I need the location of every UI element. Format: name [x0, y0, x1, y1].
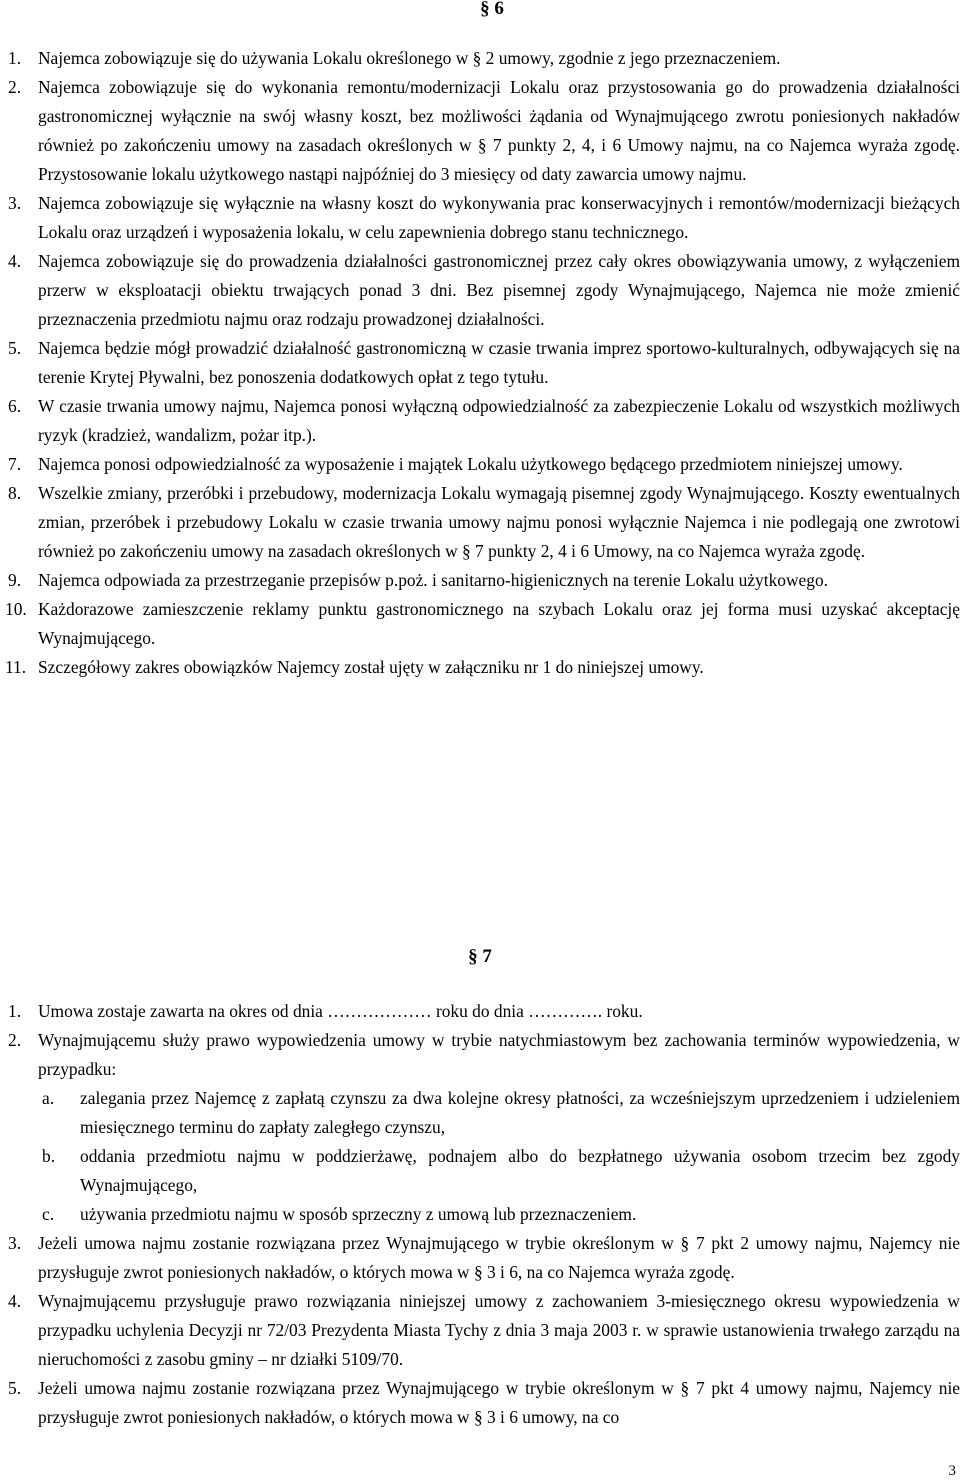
- item-text: Najemca zobowiązuje się do prowadzenia działalności gastronomicznej przez cały okres obowiązywania umowy, z wyłączeniem przerw w eksploatacji obiektu trwających ponad 3 dni. Bez pisemnej zgody Wynajmującego, Najemca nie może zmienić przeznaczenia przedmiotu najmu oraz rodzaju prowadzonej działalności.: [38, 251, 960, 329]
- list-item: [8, 73, 960, 189]
- item-number: 10.: [5, 599, 27, 619]
- sub-list-item: [42, 1200, 960, 1229]
- list-item: [8, 247, 960, 334]
- item-text: Najemca będzie mógł prowadzić działalność gastronomiczną w czasie trwania imprez sportowo-kulturalnych, odbywających się na terenie Krytej Pływalni, bez ponoszenia dodatkowych opłat z tego tytułu.: [38, 338, 960, 387]
- list-item: [8, 997, 960, 1026]
- item-number: 6.: [8, 396, 22, 416]
- sub-item-letter: a.: [42, 1088, 55, 1108]
- item-text: Jeżeli umowa najmu zostanie rozwiązana przez Wynajmującego w trybie określonym w § 7 pkt 4 umowy najmu, Najemcy nie przysługuje zwrot poniesionych nakładów, o których mowa w § 3 i 6 umowy, na co: [38, 1378, 960, 1427]
- item-number: 5.: [8, 338, 22, 358]
- item-text: Najemca zobowiązuje się do używania Lokalu określonego w § 2 umowy, zgodnie z jego przeznaczeniem.: [38, 48, 781, 68]
- item-text: Najemca zobowiązuje się do wykonania remontu/modernizacji Lokalu oraz przystosowania go do prowadzenia działalności gastronomicznej wyłącznie na swój własny koszt, bez możliwości żądania od Wynajmującego zwrotu poniesionych nakładów również po zakończeniu umowy na zasadach określonych w § 7 punkty 2, 4, i 6 Umowy najmu, na co Najemca wyraża zgodę. Przystosowanie lokalu użytkowego nastąpi najpóźniej do 3 miesięcy od daty zawarcia umowy najmu.: [38, 77, 960, 184]
- item-number: 2.: [8, 1030, 22, 1050]
- sub-item-text: zalegania przez Najemcę z zapłatą czynszu za dwa kolejne okresy płatności, za wcześniejszym uprzedzeniem i udzieleniem miesięcznego terminu do zapłaty zaległego czynszu,: [80, 1088, 960, 1137]
- list-item: [8, 1374, 960, 1432]
- item-text: Najemca ponosi odpowiedzialność za wyposażenie i majątek Lokalu użytkowego będącego przedmiotem niniejszej umowy.: [38, 454, 903, 474]
- sub-list-item: [42, 1142, 960, 1200]
- item-number: 7.: [8, 454, 22, 474]
- item-text: Wynajmującemu służy prawo wypowiedzenia umowy w trybie natychmiastowym bez zachowania terminów wypowiedzenia, w przypadku:: [38, 1030, 960, 1079]
- item-text: Każdorazowe zamieszczenie reklamy punktu gastronomicznego na szybach Lokalu oraz jej forma musi uzyskać akceptację Wynajmującego.: [38, 599, 960, 648]
- section-7-list: [8, 997, 960, 1432]
- item-number: 9.: [8, 570, 22, 590]
- list-item: [8, 1287, 960, 1374]
- item-text: Najemca odpowiada za przestrzeganie przepisów p.poż. i sanitarno-higienicznych na terenie Lokalu użytkowego.: [38, 570, 828, 590]
- list-item: [8, 334, 960, 392]
- item-number: 11.: [5, 657, 27, 677]
- item-text: W czasie trwania umowy najmu, Najemca ponosi wyłączną odpowiedzialność za zabezpieczenie Lokalu od wszystkich możliwych ryzyk (kradzież, wandalizm, pożar itp.).: [38, 396, 960, 445]
- item-number: 2.: [8, 77, 22, 97]
- item-text: Najemca zobowiązuje się wyłącznie na własny koszt do wykonywania prac konserwacyjnych i remontów/modernizacji bieżących Lokalu oraz urządzeń i wyposażenia lokalu, w celu zapewnienia dobrego stanu technicznego.: [38, 193, 960, 242]
- page-number: 3: [948, 1463, 956, 1479]
- list-item: [8, 450, 960, 479]
- item-text: Wszelkie zmiany, przeróbki i przebudowy, modernizacja Lokalu wymagają pisemnej zgody Wynajmującego. Koszty ewentualnych zmian, przeróbek i przebudowy Lokalu w czasie trwania umowy najmu ponosi wyłącznie Najemca i nie podlegają one zwrotowi również po zakończeniu umowy na zasadach określonych w § 7 punkty 2, 4 i 6 Umowy, na co Najemca wyraża zgodę.: [38, 483, 960, 561]
- item-number: 3.: [8, 1233, 22, 1253]
- sub-item-text: oddania przedmiotu najmu w poddzierżawę, podnajem albo do bezpłatnego używania osobom trzecim bez zgody Wynajmującego,: [80, 1146, 960, 1195]
- item-number: 3.: [8, 193, 22, 213]
- sub-list: [8, 1084, 960, 1229]
- sub-list-item: [42, 1084, 960, 1142]
- section-6-heading: § 6: [480, 0, 504, 19]
- item-number: 5.: [8, 1378, 22, 1398]
- item-number: 4.: [8, 251, 22, 271]
- list-item: [8, 1229, 960, 1287]
- list-item: [8, 44, 960, 73]
- item-text: Szczegółowy zakres obowiązków Najemcy został ujęty w załączniku nr 1 do niniejszej umowy.: [38, 657, 704, 677]
- list-item: [8, 392, 960, 450]
- list-item: [8, 479, 960, 566]
- sub-item-letter: b.: [42, 1146, 56, 1166]
- item-number: 8.: [8, 483, 22, 503]
- item-number: 4.: [8, 1291, 22, 1311]
- list-item: [8, 1026, 960, 1229]
- list-item: [5, 653, 960, 682]
- sub-item-letter: c.: [42, 1204, 55, 1224]
- item-text: Wynajmującemu przysługuje prawo rozwiązania niniejszej umowy z zachowaniem 3-miesięcznego okresu wypowiedzenia w przypadku uchylenia Decyzji nr 72/03 Prezydenta Miasta Tychy z dnia 3 maja 2003 r. w sprawie ustanowienia trwałego zarządu na nieruchomości z zasobu gminy – nr działki 5109/70.: [38, 1291, 960, 1369]
- section-6-list: [5, 44, 960, 682]
- list-item: [8, 189, 960, 247]
- item-text: Jeżeli umowa najmu zostanie rozwiązana przez Wynajmującego w trybie określonym w § 7 pkt 2 umowy najmu, Najemcy nie przysługuje zwrot poniesionych nakładów, o których mowa w § 3 i 6, na co Najemca wyraża zgodę.: [38, 1233, 960, 1282]
- list-item: [8, 566, 960, 595]
- item-number: 1.: [8, 1001, 22, 1021]
- list-item: [5, 595, 960, 653]
- section-7-heading: § 7: [468, 946, 492, 967]
- item-number: 1.: [8, 48, 22, 68]
- item-text: Umowa zostaje zawarta na okres od dnia ……………… roku do dnia …………. roku.: [38, 1001, 643, 1021]
- sub-item-text: używania przedmiotu najmu w sposób sprzeczny z umową lub przeznaczeniem.: [80, 1204, 637, 1224]
